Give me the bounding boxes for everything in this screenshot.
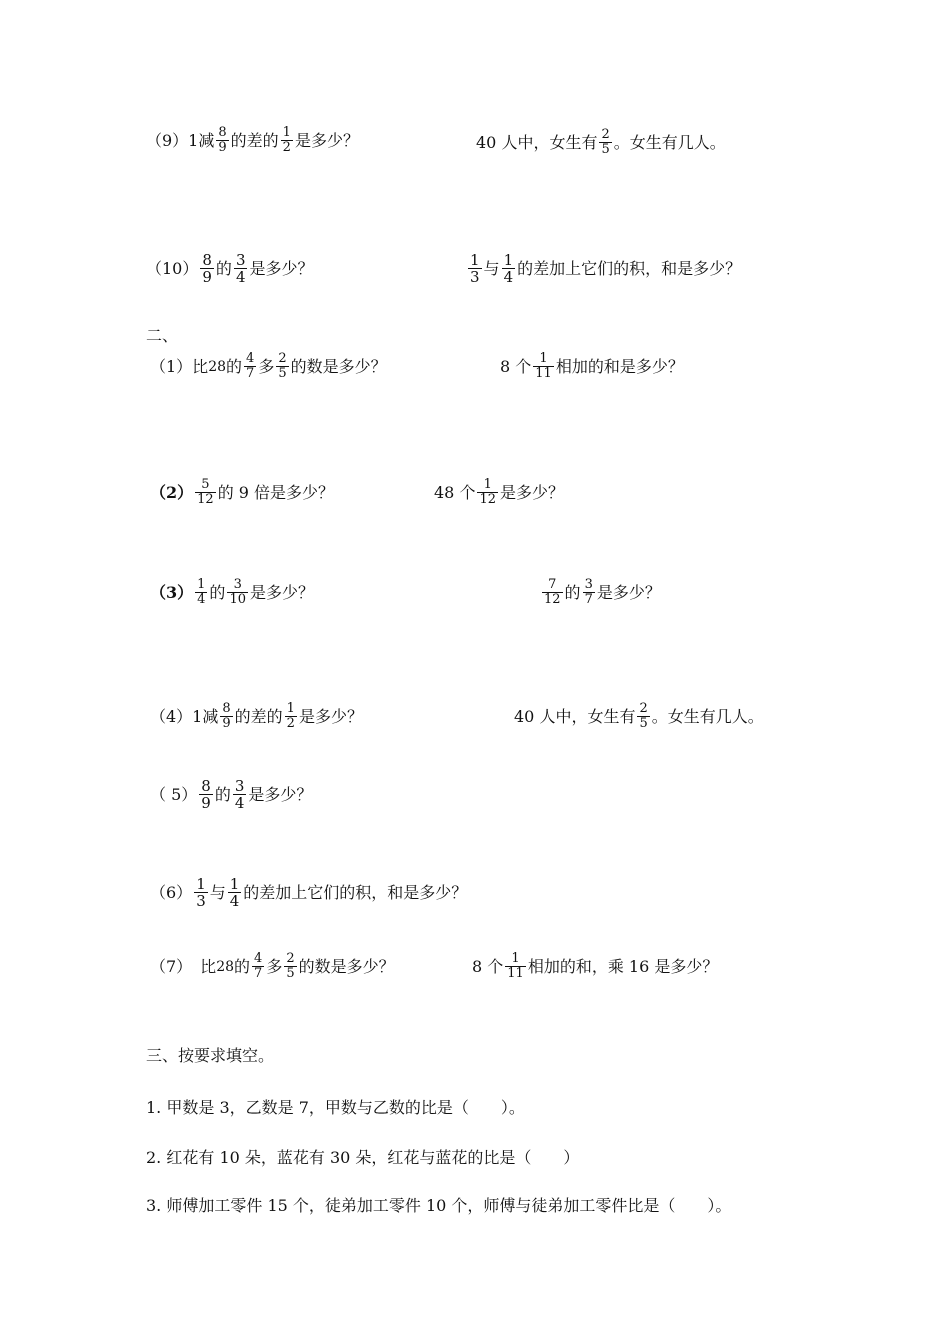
question-2-7-left: （7） 比 28 的 $\frac{4}{7}$ 多 $\frac{2}{5}$ 的数是多少？ (150, 951, 395, 981)
question-9-left (146, 126, 359, 155)
fraction: $\frac{8}{9}$ (218, 125, 227, 155)
fill-blank-item: 3. 师傅加工零件 15 个，徒弟加工零件 10 个，师傅与徒弟加工零件比是（ ）。 (146, 1196, 732, 1215)
question-2-1-left: （1）比 28 的 $\frac{4}{7}$ 多 $\frac{2}{5}$ 的数是多少？ (150, 351, 387, 381)
question-text: （9）1减 (146, 130, 215, 150)
fill-blank-item: 1. 甲数是 3，乙数是 7，甲数与乙数的比是（ ）。 (146, 1098, 525, 1117)
question-text: （1）比 (150, 356, 209, 376)
section-heading-2: 二、 (146, 326, 179, 345)
fraction: $\frac{1}{4}$ (229, 875, 240, 910)
fraction: $\frac{2}{5}$ (278, 351, 287, 381)
question-text: 是多少？ (249, 258, 314, 278)
question-text: 40 人中，女生有 (476, 132, 598, 152)
question-text: 与 (483, 258, 500, 278)
section-heading-3: 三、按要求填空。 (146, 1046, 275, 1065)
question-2-5: （ 5） $\frac{8}{9}$ 的 $\frac{3}{4}$ 是多少？ (150, 777, 313, 812)
fraction: $\frac{1}{3}$ (470, 251, 480, 286)
fraction: $\frac{8}{9}$ (202, 251, 212, 286)
fraction: $\frac{1}{2}$ (286, 701, 295, 731)
question-2-2-right: 48 个 $\frac{1}{12}$ 是多少？ (434, 477, 565, 507)
question-text: 是多少？ (294, 130, 359, 150)
fraction: $\frac{1}{11}$ (507, 951, 524, 981)
question-text: 的差加上它们的积，和是多少？ (517, 258, 742, 278)
question-2-3-left: （3） $\frac{1}{4}$ 的 $\frac{3}{10}$ 是多少？ (150, 577, 314, 607)
fill-blank-item: 2. 红花有 10 朵，蓝花有 30 朵，红花与蓝花的比是（ ） (146, 1148, 580, 1167)
question-text: 。女生有几人。 (613, 132, 726, 152)
question-10-right (466, 252, 741, 285)
fraction: $\frac{4}{7}$ (254, 951, 263, 981)
fraction: $\frac{1}{11}$ (535, 351, 552, 381)
fraction: $\frac{1}{2}$ (282, 125, 291, 155)
question-2-6: （6） $\frac{1}{3}$ 与 $\frac{1}{4}$ 的差加上它们的积，和是多少？ (150, 875, 468, 910)
fraction: $\frac{1}{4}$ (197, 577, 206, 607)
fraction: $\frac{3}{4}$ (235, 251, 246, 286)
question-2-4-right: 40 人中，女生有 $\frac{2}{5}$ 。女生有几人。 (514, 701, 764, 731)
question-2-4-left: （4）1减 $\frac{8}{9}$ 的差的 $\frac{1}{2}$ 是多少？ (150, 701, 363, 731)
fraction: $\frac{2}{5}$ (286, 951, 295, 981)
fraction: $\frac{3}{7}$ (584, 577, 593, 607)
fraction: $\frac{3}{4}$ (234, 777, 245, 812)
fraction: $\frac{1}{4}$ (503, 251, 514, 286)
fraction: $\frac{8}{9}$ (201, 777, 211, 812)
fraction: $\frac{2}{5}$ (639, 701, 648, 731)
question-2-7-right: 8 个 $\frac{1}{11}$ 相加的和，乘 16 是多少？ (472, 951, 719, 981)
question-9-right (476, 128, 726, 157)
fraction: $\frac{2}{5}$ (601, 127, 610, 157)
question-text: （10） (146, 258, 199, 278)
question-text: 的 (215, 258, 232, 278)
question-2-1-right: 8 个 $\frac{1}{11}$ 相加的和是多少？ (500, 351, 684, 381)
fraction: $\frac{1}{3}$ (196, 875, 206, 910)
fraction: $\frac{3}{10}$ (229, 577, 246, 607)
question-10-left (146, 252, 314, 285)
fraction: $\frac{8}{9}$ (222, 701, 231, 731)
fraction: $\frac{1}{12}$ (479, 477, 496, 507)
fraction: $\frac{7}{12}$ (544, 577, 561, 607)
question-text: 的差的 (230, 130, 279, 150)
question-2-3-right: $\frac{7}{12}$ 的 $\frac{3}{7}$ 是多少？ (544, 577, 661, 607)
question-2-2-left: （2） $\frac{5}{12}$ 的 9 倍是多少？ (150, 477, 335, 507)
fraction: $\frac{4}{7}$ (246, 351, 255, 381)
fraction: $\frac{5}{12}$ (197, 477, 214, 507)
